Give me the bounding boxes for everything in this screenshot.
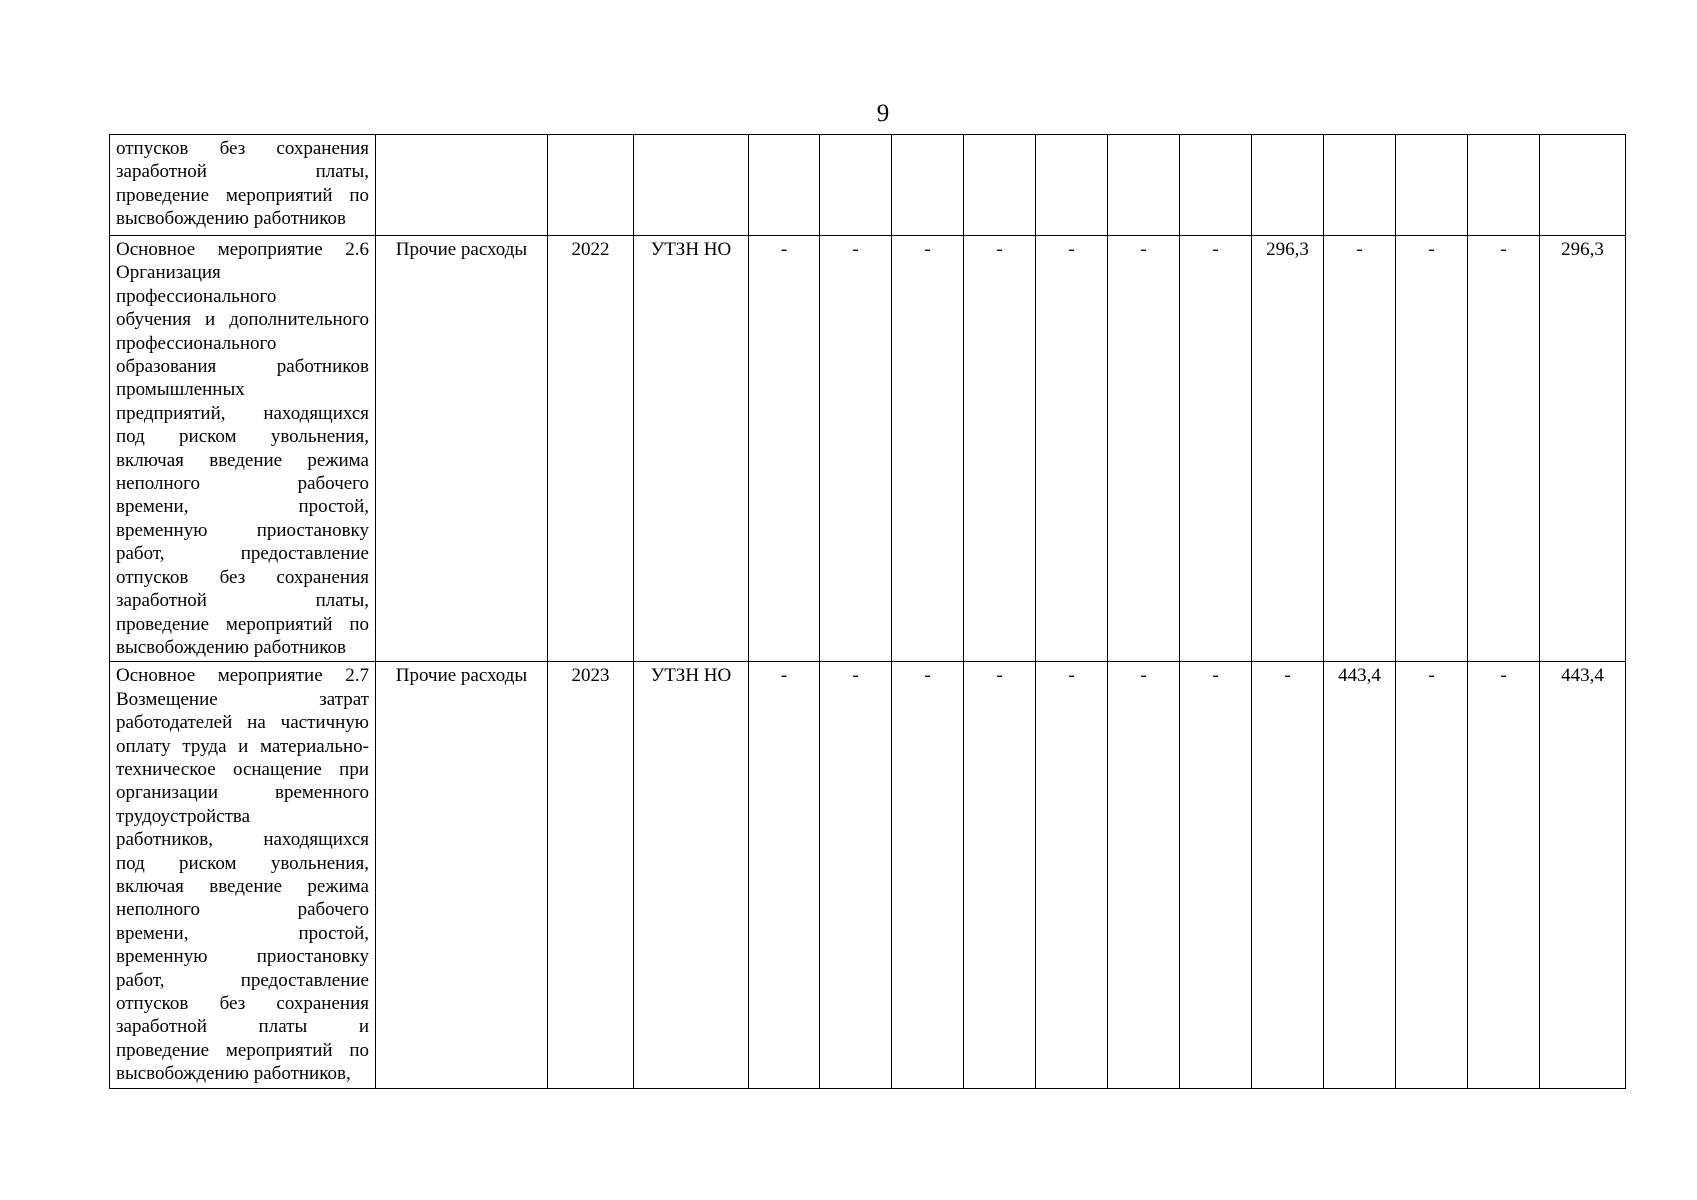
table-body: [110, 135, 1626, 1089]
description-line: заработной платы,: [116, 161, 369, 183]
description-line: работодателей на частичную: [116, 712, 369, 734]
value-cell: -: [820, 662, 892, 1088]
description-line: отпусков без сохранения: [116, 993, 369, 1014]
description-line: обучения и дополнительного: [116, 309, 369, 331]
value-cell: [892, 135, 964, 236]
description-line: высвобождению работников: [116, 636, 346, 658]
executor-cell: УТЗН НО: [634, 662, 749, 1088]
value-cell: 296,3: [1252, 236, 1324, 662]
expense-type-cell: Прочие расходы: [376, 236, 548, 662]
value-cell: [1180, 135, 1252, 236]
value-cell: -: [1396, 236, 1468, 662]
value-cell: -: [1036, 662, 1108, 1088]
value-cell: [1324, 135, 1396, 236]
description-line: заработной платы,: [116, 590, 369, 612]
description-line: под риском увольнения,: [116, 426, 369, 448]
value-cell: -: [964, 236, 1036, 662]
executor-cell: УТЗН НО: [634, 236, 749, 662]
year-cell: 2023: [548, 662, 634, 1088]
measure-description-cell: [110, 135, 376, 236]
description-line: профессионального: [116, 285, 277, 307]
expense-type-cell: Прочие расходы: [376, 662, 548, 1088]
description-line: Основное мероприятие 2.6: [116, 239, 369, 260]
measure-description-cell: [110, 236, 376, 662]
value-cell: [820, 135, 892, 236]
total-value-cell: 443,4: [1540, 662, 1626, 1088]
total-value-cell: [1540, 135, 1626, 236]
value-cell: -: [892, 662, 964, 1088]
value-cell: -: [749, 662, 820, 1088]
description-line: отпусков без сохранения: [116, 138, 369, 159]
table-row: [110, 135, 1626, 236]
description-line: Основное мероприятие 2.7: [116, 665, 369, 687]
expense-type-cell: [376, 135, 548, 236]
budget-table: [109, 134, 1626, 1089]
description-line: заработной платы и: [116, 1016, 369, 1038]
description-line: высвобождению работников,: [116, 1063, 351, 1085]
value-cell: -: [1108, 236, 1180, 662]
description-line: включая введение режима: [116, 875, 369, 897]
value-cell: [1108, 135, 1180, 236]
description-line: проведение мероприятий по: [116, 1039, 369, 1061]
description-line: промышленных: [116, 379, 245, 401]
value-cell: -: [1324, 236, 1396, 662]
value-cell: [1252, 135, 1324, 236]
year-cell: 2022: [548, 236, 634, 662]
total-value-cell: 296,3: [1540, 236, 1626, 662]
description-line: предприятий, находящихся: [116, 402, 369, 424]
value-cell: [964, 135, 1036, 236]
measure-description-cell: [110, 662, 376, 1088]
value-cell: -: [1036, 236, 1108, 662]
value-cell: -: [1180, 236, 1252, 662]
description-line: проведение мероприятий по: [116, 613, 369, 635]
value-cell: -: [1180, 662, 1252, 1088]
value-cell: 443,4: [1324, 662, 1396, 1088]
description-line: профессионального: [116, 332, 277, 354]
description-line: времени, простой,: [116, 922, 369, 944]
description-line: Организация: [116, 262, 221, 284]
description-line: работников, находящихся: [116, 829, 369, 851]
description-line: техническое оснащение при: [116, 758, 369, 780]
description-line: организации временного: [116, 782, 369, 804]
value-cell: -: [1468, 236, 1540, 662]
description-line: образования работников: [116, 356, 369, 378]
description-line: трудоустройства: [116, 805, 251, 827]
description-line: неполного рабочего: [116, 473, 369, 495]
executor-cell: [634, 135, 749, 236]
description-line: временную приостановку: [116, 946, 369, 968]
table-row: [110, 236, 1626, 662]
value-cell: -: [749, 236, 820, 662]
year-cell: [548, 135, 634, 236]
description-line: времени, простой,: [116, 496, 369, 518]
value-cell: -: [1396, 662, 1468, 1088]
value-cell: -: [964, 662, 1036, 1088]
value-cell: [749, 135, 820, 236]
description-line: под риском увольнения,: [116, 852, 369, 874]
description-line: Возмещение затрат: [116, 688, 369, 710]
value-cell: -: [1108, 662, 1180, 1088]
value-cell: -: [1252, 662, 1324, 1088]
value-cell: [1396, 135, 1468, 236]
value-cell: -: [892, 236, 964, 662]
description-line: включая введение режима: [116, 449, 369, 471]
description-line: временную приостановку: [116, 519, 369, 541]
description-line: работ, предоставление: [116, 543, 369, 565]
table-row: [110, 662, 1626, 1088]
value-cell: [1036, 135, 1108, 236]
description-line: высвобождению работников: [116, 208, 346, 230]
value-cell: -: [1468, 662, 1540, 1088]
page-number: 9: [876, 100, 890, 127]
description-line: работ, предоставление: [116, 969, 369, 991]
description-line: неполного рабочего: [116, 899, 369, 921]
description-line: проведение мероприятий по: [116, 184, 369, 206]
description-line: отпусков без сохранения: [116, 566, 369, 588]
description-line: оплату труда и материально-: [116, 735, 369, 757]
value-cell: -: [820, 236, 892, 662]
value-cell: [1468, 135, 1540, 236]
